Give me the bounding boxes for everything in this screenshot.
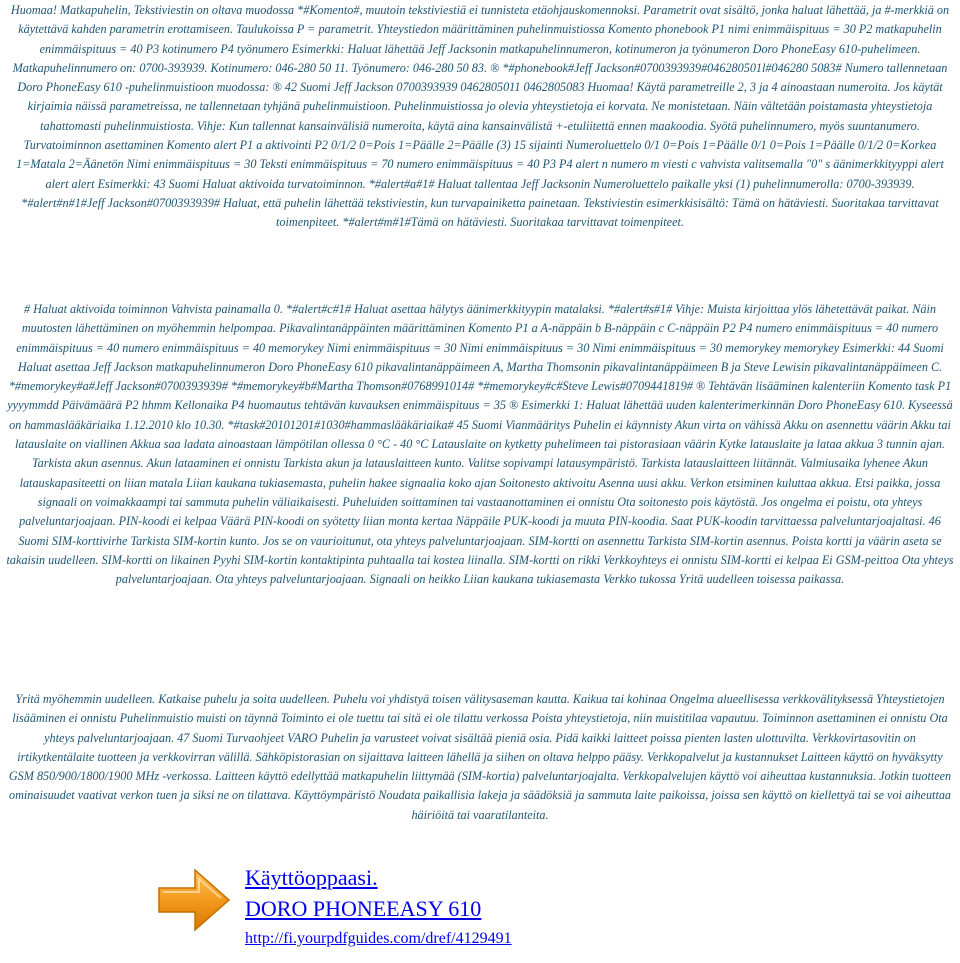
paragraph-3: Yritä myöhemmin uudelleen. Katkaise puhelu ja soita uudelleen. Puhelu voi yhdistyä toisen välitysaseman kautta. Kaikua tai kohinaa Ongelma alueellisessa verkkovälityksessä Yhteystietojen lisääminen ei onnistu Puhelinmuistio muisti on täynnä Toiminto ei ole tuettu tai sitä ei ole tilattu verkossa Poista yhteystietoja, niin muistitilaa vapautuu. Toiminnon asettaminen ei onnistu Ota yhteys palveluntarjoajaan. 47 Suomi Turvaohjeet VARO Puhelin ja varusteet voivat sisältää pieniä osia. Pidä kaikki laitteet poissa pienten lasten ulottuvilta. Verkkovirtasovitin on irtikytkentälaite tuotteen ja verkkovirran välillä. Sähköpistorasian on sijaittava laitteen lähellä ja siihen on oltava helppo pääsy. Verkkopalvelut ja kustannukset Laitteen käyttö on hyväksytty GSM 850/900/1800/1900 MHz -verkossa. Laitteen käyttö edellyttää matkapuhelin liittymää (SIM-kortia) palveluntarjoajalta. Verkkopalvelujen käyttö voi aiheuttaa kustannuksia. Jotkin tuotteen ominaisuudet vaativat verkon tuen ja siksi ne on tilattava. Käyttöympäristö Noudata paikallisia lakeja ja säädöksiä ja sammuta laite paikoissa, joissa sen käyttö on kiellettyä tai se voi aiheuttaa häiriöitä tai vaaratilanteita.	[8, 692, 952, 822]
paragraph-1: Huomaa! Matkapuhelin, Tekstiviestin on oltava muodossa *#Komento#, muutoin tekstiviestiä ei tunnisteta etäohjauskomennoksi. Parametrit ovat sisältö, jonka haluat lähettää, ja #-merkkiä on käytettävä kahden parametrin erottamiseen. Taulukoissa P = parametrit. Yhteystiedon määrittäminen puhelinmuistiossa Komento phonebook P1 nimi enimmäispituus = 30 P2 matkapuhelin enimmäispituus = 40 P3 kotinumero P4 työnumero Esimerkki: Haluat lähettää Jeff Jacksonin matkapuhelinnumeron, kotinumeron ja työnumeron Doro PhoneEasy 610-puhelimeen. Matkapuhelinnumero on: 0700-393939. Kotinumero: 046-280 50 11. Työnumero: 046-280 50 83. ® *#phonebook#Jeff Jackson#0700393939#046280501l#046280 5083# Numero tallennetaan Doro PhoneEasy 610 -puhelinmuistioon muodossa: ® 42 Suomi Jeff Jackson 0700393939 0462805011 0462805083 Huomaa! Käytä parametreille 2, 3 ja 4 ainoastaan numeroita. Jos käytät kirjaimia näissä parametreissa, ne tallennetaan tyhjänä puhelinmuistioon. Puhelinmuistiossa jo olevia yhteystietoja ei korvata. Ne monistetaan. Näin vältetään poistamasta yhteystietoja tahattomasti puhelinmuistiosta. Vihje: Kun tallennat kansainvälisiä numeroita, käytä aina kansainvälistä +-etuliitettä ennen maakoodia. Syötä puhelinnumero, myös suuntanumero. Turvatoiminnon asettaminen Komento alert P1 a aktivointi P2 0/1/2 0=Pois 1=Päälle 2=Päälle (3) 15 sijainti Numeroluettelo 0/1 0=Pois 1=Päälle 0/1 0=Pois 1=Päälle 0/1/2 0=Korkea 1=Matala 2=Äänetön Nimi enimmäispituus = 30 Teksti enimmäispituus = 70 numero enimmäispituus = 40 P3 P4 alert n numero m viesti c vahvista valitsemalla "0" s äänimerkkityyppi alert alert alert Esimerkki: 43 Suomi Haluat aktivoida turvatoiminnon. *#alert#a#1# Haluat tallentaa Jeff Jacksonin Numeroluettelo paikalle yksi (1) puhelinnumerolla: 0700-393939. *#alert#n#1#Jeff Jackson#0700393939# Haluat, että puhelin lähettää tekstiviestin, kun turvapainiketta painetaan. Tekstiviestin esimerkkisisältö: Tämä on hätäviesti. Suoritakaa tarvittavat toimenpiteet. *#alert#m#1#Tämä on hätäviesti. Suoritakaa tarvittavat toimenpiteet.	[10, 3, 950, 230]
footer-link-group	[245, 862, 512, 950]
manual-link[interactable]: Käyttöoppaasi.	[245, 865, 378, 890]
footer-links	[155, 862, 855, 958]
url-link[interactable]: http://fi.yourpdfguides.com/dref/4129491	[245, 930, 512, 947]
arrow-right-icon	[155, 864, 233, 936]
product-link[interactable]: DORO PHONEEASY 610	[245, 896, 482, 921]
paragraph-2: # Haluat aktivoida toiminnon Vahvista painamalla 0. *#alert#c#1# Haluat asettaa hälytys äänimerkkityypin matalaksi. *#alert#s#1# Vihje: Muista kirjoittaa ylös lähetettävät paikat. Näin muutosten lähettäminen on myöhemmin helpompaa. Pikavalintanäppäinten määrittäminen Komento P1 a A-näppäin b B-näppäin c C-näppäin P2 P4 numero enimmäispituus = 40 numero enimmäispituus = 40 numero enimmäispituus = 40 memorykey Nimi enimmäispituus = 30 Nimi enimmäispituus = 30 Nimi enimmäispituus = 30 memorykey memorykey Esimerkki: 44 Suomi Haluat asettaa Jeff Jackson matkapuhelinnumeron Doro PhoneEasy 610 pikavalintanäppäimeen A, Martha Thomsonin pikavalintanäppäimeen B ja Steve Lewisin pikavalintanäppäimeen C. *#memorykey#a#Jeff Jackson#0700393939# *#memorykey#b#Martha Thomson#0768991014# *#memorykey#c#Steve Lewis#0709441819# ® Tehtävän lisääminen kalenteriin Komento task P1 yyyymmdd Päivämäärä P2 hhmm Kellonaika P4 huomautus tehtävän kuvauksen enimmäispituus = 35 ® Esimerkki 1: Haluat lähettää uuden kalenterimerkinnän Doro PhoneEasy 610. Kyseessä on hammaslääkäriaika 1.12.2010 klo 10.30. *#task#20101201#1030#hammaslääkäriaika# 45 Suomi Vianmääritys Puhelin ei käynnisty Akun virta on vähissä Akku on asennettu väärin Akku tai latauslaite on viallinen Akkua saa ladata ainoastaan lämpötilan ollessa 0 °C - 40 °C Latauslaite on kytketty puhelimeen tai pistorasiaan väärin Kytke latauslaite ja lataa akkua 3 tunnin ajan. Tarkista akun asennus. Akun lataaminen ei onnistu Tarkista akun ja latauslaitteen kunto. Valitse sopivampi latausympäristö. Tarkista latauslaitteen liitännät. Valmiusaika lyhenee Akun latauskapasiteetti on liian matala Liian kaukana tukiasemasta, puhelin hakee signaalia koko ajan Soitonesto aktivoitu Asenna uusi akku. Verkon etsiminen kuluttaa akkua. Etsi paikka, jossa signaali on voimakkaampi tai sammuta puhelin väliaikaisesti. Puheluiden soittaminen tai vastaanottaminen ei onnistu Ota soitonesto pois käytöstä. Jos ongelma ei poistu, ota yhteys palveluntarjoajaan. PIN-koodi ei kelpaa Väärä PIN-koodi on syötetty liian monta kertaa Näppäile PUK-koodi ja muuta PIN-koodia. Saat PUK-koodin tarvittaessa palveluntarjoajaltasi. 46 Suomi SIM-korttivirhe Tarkista SIM-kortin kunto. Jos se on vaurioitunut, ota yhteys palveluntarjoajaan. SIM-kortti on asennettu Tarkista SIM-kortin asennus. Poista kortti ja väärin aseta se takaisin uudelleen. SIM-kortti on likainen Pyyhi SIM-kortin kontaktipinta puhtaalla tai kostea liinalla. SIM-kortti on rikki Verkkoyhteys ei onnistu SIM-kortti ei kelpaa Ei GSM-peittoa Ota yhteys palveluntarjoajaan. Ota yhteys palveluntarjoajaan. Signaali on heikko Liian kaukana tukiasemasta Verkko tukossa Yritä uudelleen toisessa paikassa.	[6, 302, 954, 587]
